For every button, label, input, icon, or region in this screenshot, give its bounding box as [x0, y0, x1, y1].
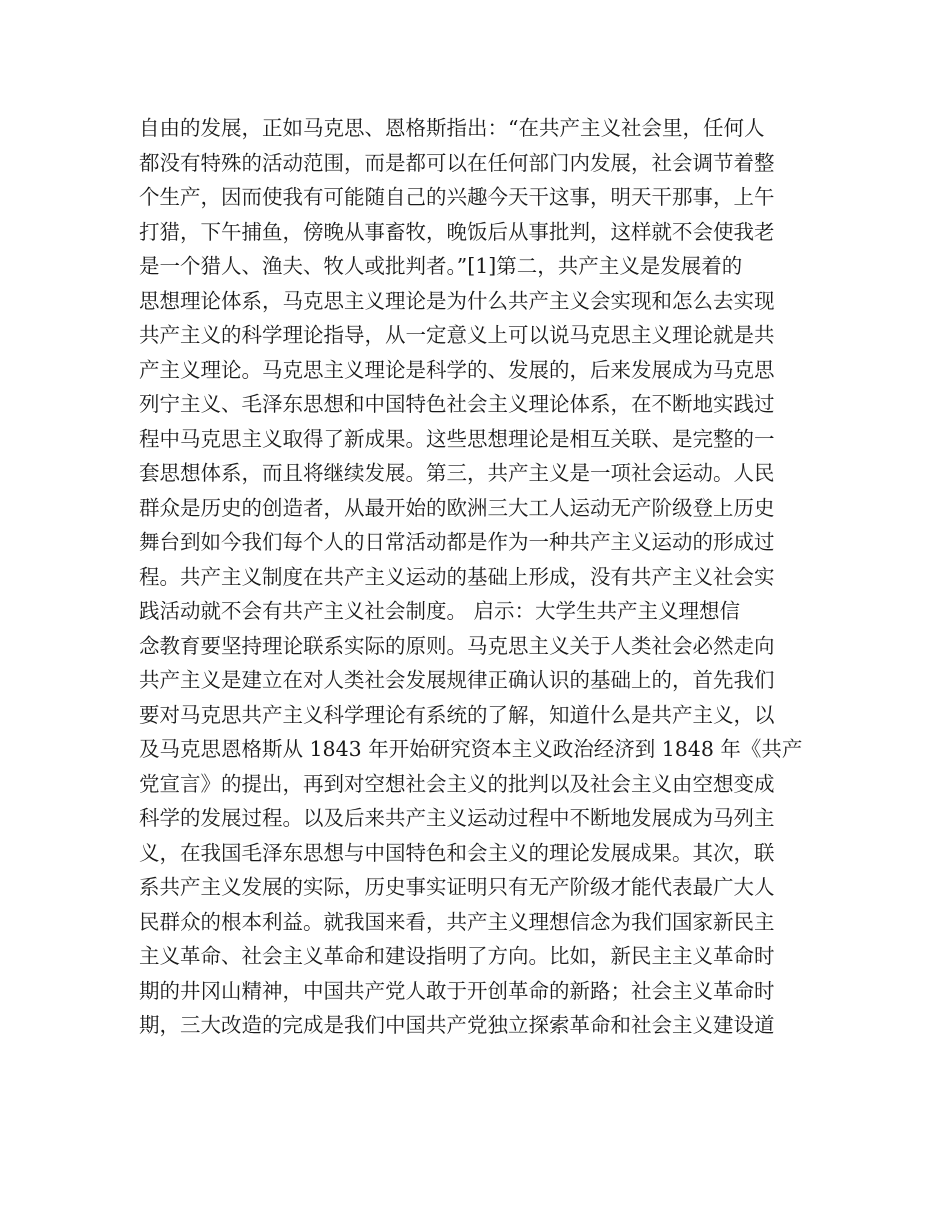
text-line: 系共产主义发展的实际，历史事实证明只有无产阶级才能代表最广大人: [139, 875, 775, 899]
text-line: 舞台到如今我们每个人的日常活动都是作为一种共产主义运动的形成过: [139, 530, 775, 554]
text-line: 要对马克思共产主义科学理论有系统的了解，知道什么是共产主义，以: [139, 702, 775, 727]
text-line: 是一个猎人、渔夫、牧人或批判者。”[1]第二，共产主义是发展着的: [139, 254, 743, 278]
text-line: 打猎，下午捕鱼，傍晚从事畜牧，晚饭后从事批判，这样就不会使我老: [139, 219, 775, 244]
text-line: 程中马克思主义取得了新成果。这些思想理论是相互关联、是完整的一: [139, 426, 775, 451]
text-line: 群众是历史的创造者，从最开始的欧洲三大工人运动无产阶级登上历史: [139, 495, 775, 520]
text-line: 党宣言》的提出，再到对空想社会主义的批判以及社会主义由空想变成: [139, 771, 775, 796]
text-line: 民群众的根本利益。就我国来看，共产主义理想信念为我们国家新民主: [139, 909, 775, 934]
text-line: 个生产，因而使我有可能随自己的兴趣今天干这事，明天干那事，上午: [139, 185, 775, 209]
text-line: 套思想体系，而且将继续发展。第三，共产主义是一项社会运动。人民: [139, 461, 775, 485]
text-line: 程。共产主义制度在共产主义运动的基础上形成，没有共产主义社会实: [139, 564, 775, 589]
text-line: 产主义理论。马克思主义理论是科学的、发展的，后来发展成为马克思: [139, 357, 775, 382]
text-line: 思想理论体系，马克思主义理论是为什么共产主义会实现和怎么去实现: [139, 288, 775, 313]
text-line: 都没有特殊的活动范围，而是都可以在任何部门内发展，社会调节着整: [139, 150, 775, 175]
text-line: 义，在我国毛泽东思想与中国特色和会主义的理论发展成果。其次，联: [139, 840, 775, 865]
body-text: [139, 111, 819, 1043]
text-line: 期，三大改造的完成是我们中国共产党独立探索革命和社会主义建设道: [139, 1013, 775, 1037]
text-line: 共产主义的科学理论指导，从一定意义上可以说马克思主义理论就是共: [139, 323, 775, 347]
text-line: 念教育要坚持理论联系实际的原则。马克思主义关于人类社会必然走向: [139, 633, 775, 658]
text-line: 期的井冈山精神，中国共产党人敢于开创革命的新路；社会主义革命时: [139, 978, 775, 1003]
text-line: 践活动就不会有共产主义社会制度。 启示：大学生共产主义理想信: [139, 599, 741, 623]
text-line: 共产主义是建立在对人类社会发展规律正确认识的基础上的，首先我们: [139, 668, 775, 692]
text-line: 及马克思恩格斯从 1843 年开始研究资本主义政治经济到 1848 年《共产: [139, 737, 803, 761]
text-line: 科学的发展过程。以及后来共产主义运动过程中不断地发展成为马列主: [139, 806, 775, 830]
text-line: 主义革命、社会主义革命和建设指明了方向。比如，新民主主义革命时: [139, 944, 775, 968]
text-line: 自由的发展，正如马克思、恩格斯指出：“在共产主义社会里，任何人: [139, 116, 765, 140]
text-line: 列宁主义、毛泽东思想和中国特色社会主义理论体系，在不断地实践过: [139, 392, 775, 416]
